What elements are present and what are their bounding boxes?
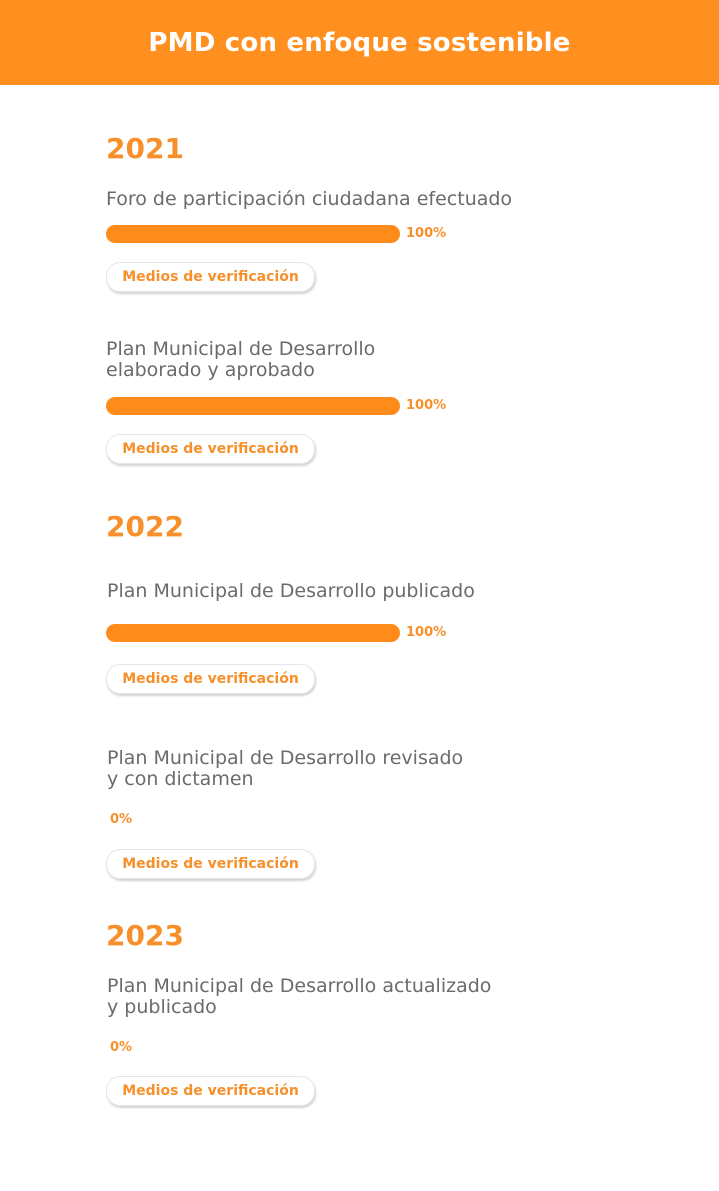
verification-button[interactable]: Medios de verificación — [106, 849, 315, 879]
year-heading-2022: 2022 — [106, 510, 184, 543]
progress-bar — [106, 397, 400, 415]
progress-percent: 100% — [406, 398, 447, 413]
progress-bar-fill — [106, 225, 400, 243]
page-header — [0, 0, 719, 85]
progress-bar — [106, 225, 400, 243]
progress-percent: 100% — [406, 625, 447, 640]
indicator-title: Plan Municipal de Desarrollo revisado y con dictamen — [107, 747, 464, 790]
progress-percent: 0% — [110, 1040, 133, 1055]
page-title: PMD con enfoque sostenible — [148, 27, 571, 58]
indicator-title: Plan Municipal de Desarrollo actualizado y publicado — [107, 975, 492, 1018]
progress-percent: 100% — [406, 226, 447, 241]
indicator-title: Plan Municipal de Desarrollo publicado — [107, 580, 475, 602]
year-heading-2023: 2023 — [106, 919, 184, 952]
indicator-title: Plan Municipal de Desarrollo elaborado y aprobado — [106, 338, 376, 381]
indicator-title: Foro de participación ciudadana efectuado — [106, 188, 513, 210]
verification-button[interactable]: Medios de verificación — [106, 1076, 315, 1106]
progress-bar — [106, 624, 400, 642]
progress-bar-fill — [106, 397, 400, 415]
year-heading-2021: 2021 — [106, 132, 184, 165]
verification-button[interactable]: Medios de verificación — [106, 434, 315, 464]
verification-button[interactable]: Medios de verificación — [106, 262, 315, 292]
progress-percent: 0% — [110, 812, 133, 827]
progress-bar-fill — [106, 624, 400, 642]
verification-button[interactable]: Medios de verificación — [106, 664, 315, 694]
